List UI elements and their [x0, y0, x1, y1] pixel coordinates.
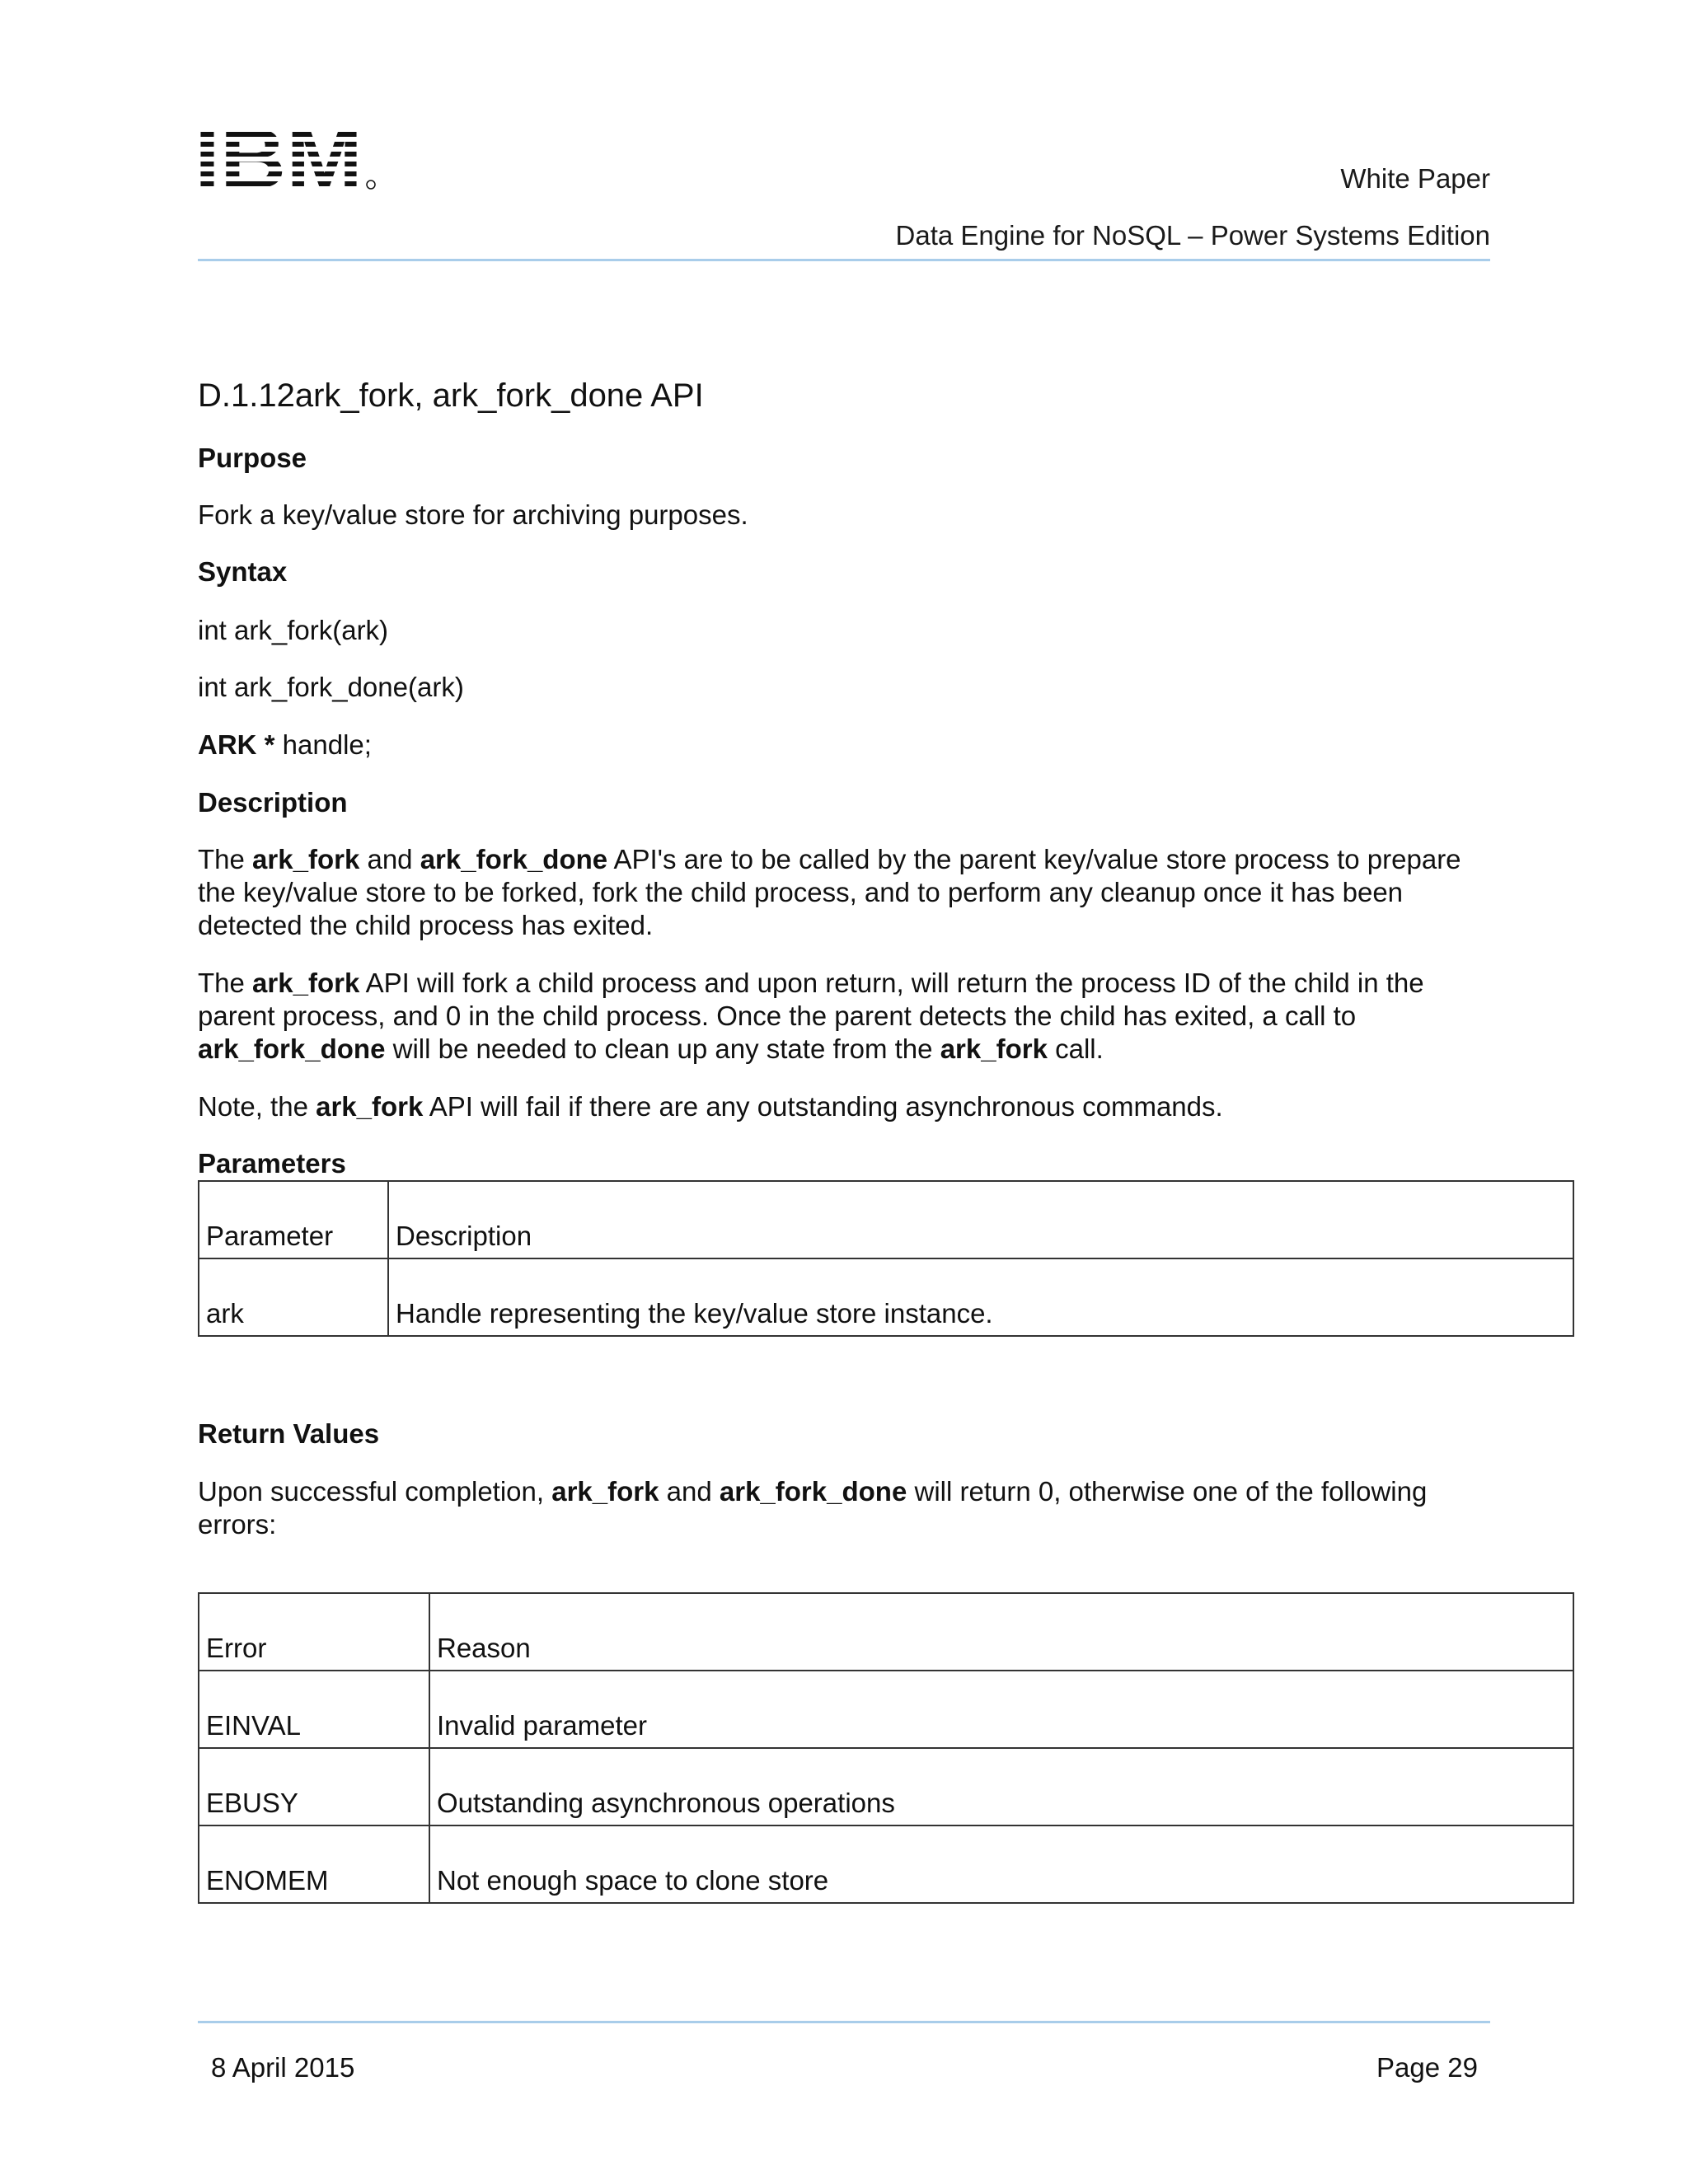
header-doc-type: White Paper: [1340, 163, 1490, 194]
syntax-type: ARK *: [198, 729, 275, 760]
purpose-text: Fork a key/value store for archiving purposes.: [198, 499, 748, 530]
rv-e: will return 0, otherwise one of the following errors:: [198, 1476, 1428, 1540]
desc-p3-c: API will fail if there are any outstanding asynchronous commands.: [423, 1091, 1223, 1122]
section-title: [198, 377, 704, 415]
description-heading: Description: [198, 787, 348, 818]
table-cell: EINVAL: [199, 1671, 429, 1748]
description-paragraph-3: [198, 1090, 1500, 1123]
table-header-cell: Parameter: [199, 1181, 388, 1258]
syntax-heading: Syntax: [198, 556, 288, 587]
desc-p1-e: API's are to be called by the parent key/value store process to prepare the key/value store to be forked, fork the child process, and to perform any cleanup once it has been detected the child process has exited.: [198, 844, 1461, 940]
description-paragraph-2: [198, 967, 1500, 1066]
syntax-line-1: int ark_fork(ark): [198, 615, 389, 645]
table-cell: Outstanding asynchronous operations: [429, 1748, 1573, 1825]
table-cell: Handle representing the key/value store instance.: [388, 1258, 1573, 1336]
rv-d: ark_fork_done: [719, 1476, 907, 1507]
syntax-var: handle;: [274, 729, 372, 760]
parameters-table: [198, 1180, 1574, 1337]
ibm-logo: [196, 122, 377, 191]
table-row: [199, 1748, 1573, 1825]
table-header-cell: Error: [199, 1593, 429, 1671]
table-cell: Not enough space to clone store: [429, 1825, 1573, 1903]
parameters-heading: Parameters: [198, 1148, 346, 1179]
section-title-text: ark_fork, ark_fork_done API: [294, 377, 704, 414]
desc-p1-b: ark_fork: [252, 844, 360, 874]
table-cell: ark: [199, 1258, 388, 1336]
table-header-cell: Reason: [429, 1593, 1573, 1671]
purpose-heading: Purpose: [198, 443, 307, 473]
desc-p2-f: ark_fork: [940, 1033, 1048, 1064]
table-header-row: [199, 1593, 1573, 1671]
desc-p2-d: ark_fork_done: [198, 1033, 386, 1064]
footer-divider: [198, 2021, 1490, 2023]
desc-p2-c: API will fork a child process and upon return, will return the process ID of the child in the parent process, and 0 in the child process. Once the parent detects the child has exited, a call to: [198, 968, 1424, 1031]
table-cell: Invalid parameter: [429, 1671, 1573, 1748]
desc-p1-a: The: [198, 844, 253, 874]
desc-p3-b: ark_fork: [316, 1091, 424, 1122]
rv-a: Upon successful completion,: [198, 1476, 552, 1507]
syntax-line-3: [198, 729, 1500, 762]
table-row: [199, 1671, 1573, 1748]
desc-p3-a: Note, the: [198, 1091, 316, 1122]
table-cell: EBUSY: [199, 1748, 429, 1825]
desc-p1-c: and: [359, 844, 420, 874]
table-cell: ENOMEM: [199, 1825, 429, 1903]
rv-b: ark_fork: [551, 1476, 659, 1507]
header-divider: [198, 259, 1490, 261]
table-header-cell: Description: [388, 1181, 1573, 1258]
return-values-text: [198, 1475, 1500, 1541]
syntax-line-2: int ark_fork_done(ark): [198, 672, 464, 702]
desc-p2-a: The: [198, 968, 253, 998]
desc-p2-b: ark_fork: [252, 968, 360, 998]
errors-table: [198, 1592, 1574, 1904]
header-doc-title: Data Engine for NoSQL – Power Systems Edition: [895, 220, 1490, 251]
table-row: [199, 1825, 1573, 1903]
table-header-row: [199, 1181, 1573, 1258]
return-values-heading: Return Values: [198, 1418, 380, 1449]
rv-c: and: [659, 1476, 720, 1507]
table-row: [199, 1258, 1573, 1336]
ibm-logo-icon: [196, 122, 377, 191]
desc-p2-g: call.: [1047, 1033, 1104, 1064]
footer-date: 8 April 2015: [211, 2052, 355, 2083]
desc-p1-d: ark_fork_done: [420, 844, 608, 874]
section-number: D.1.12: [198, 377, 295, 414]
footer-page-number: Page 29: [1376, 2052, 1478, 2083]
description-paragraph-1: [198, 843, 1500, 942]
desc-p2-e: will be needed to clean up any state from the: [385, 1033, 940, 1064]
